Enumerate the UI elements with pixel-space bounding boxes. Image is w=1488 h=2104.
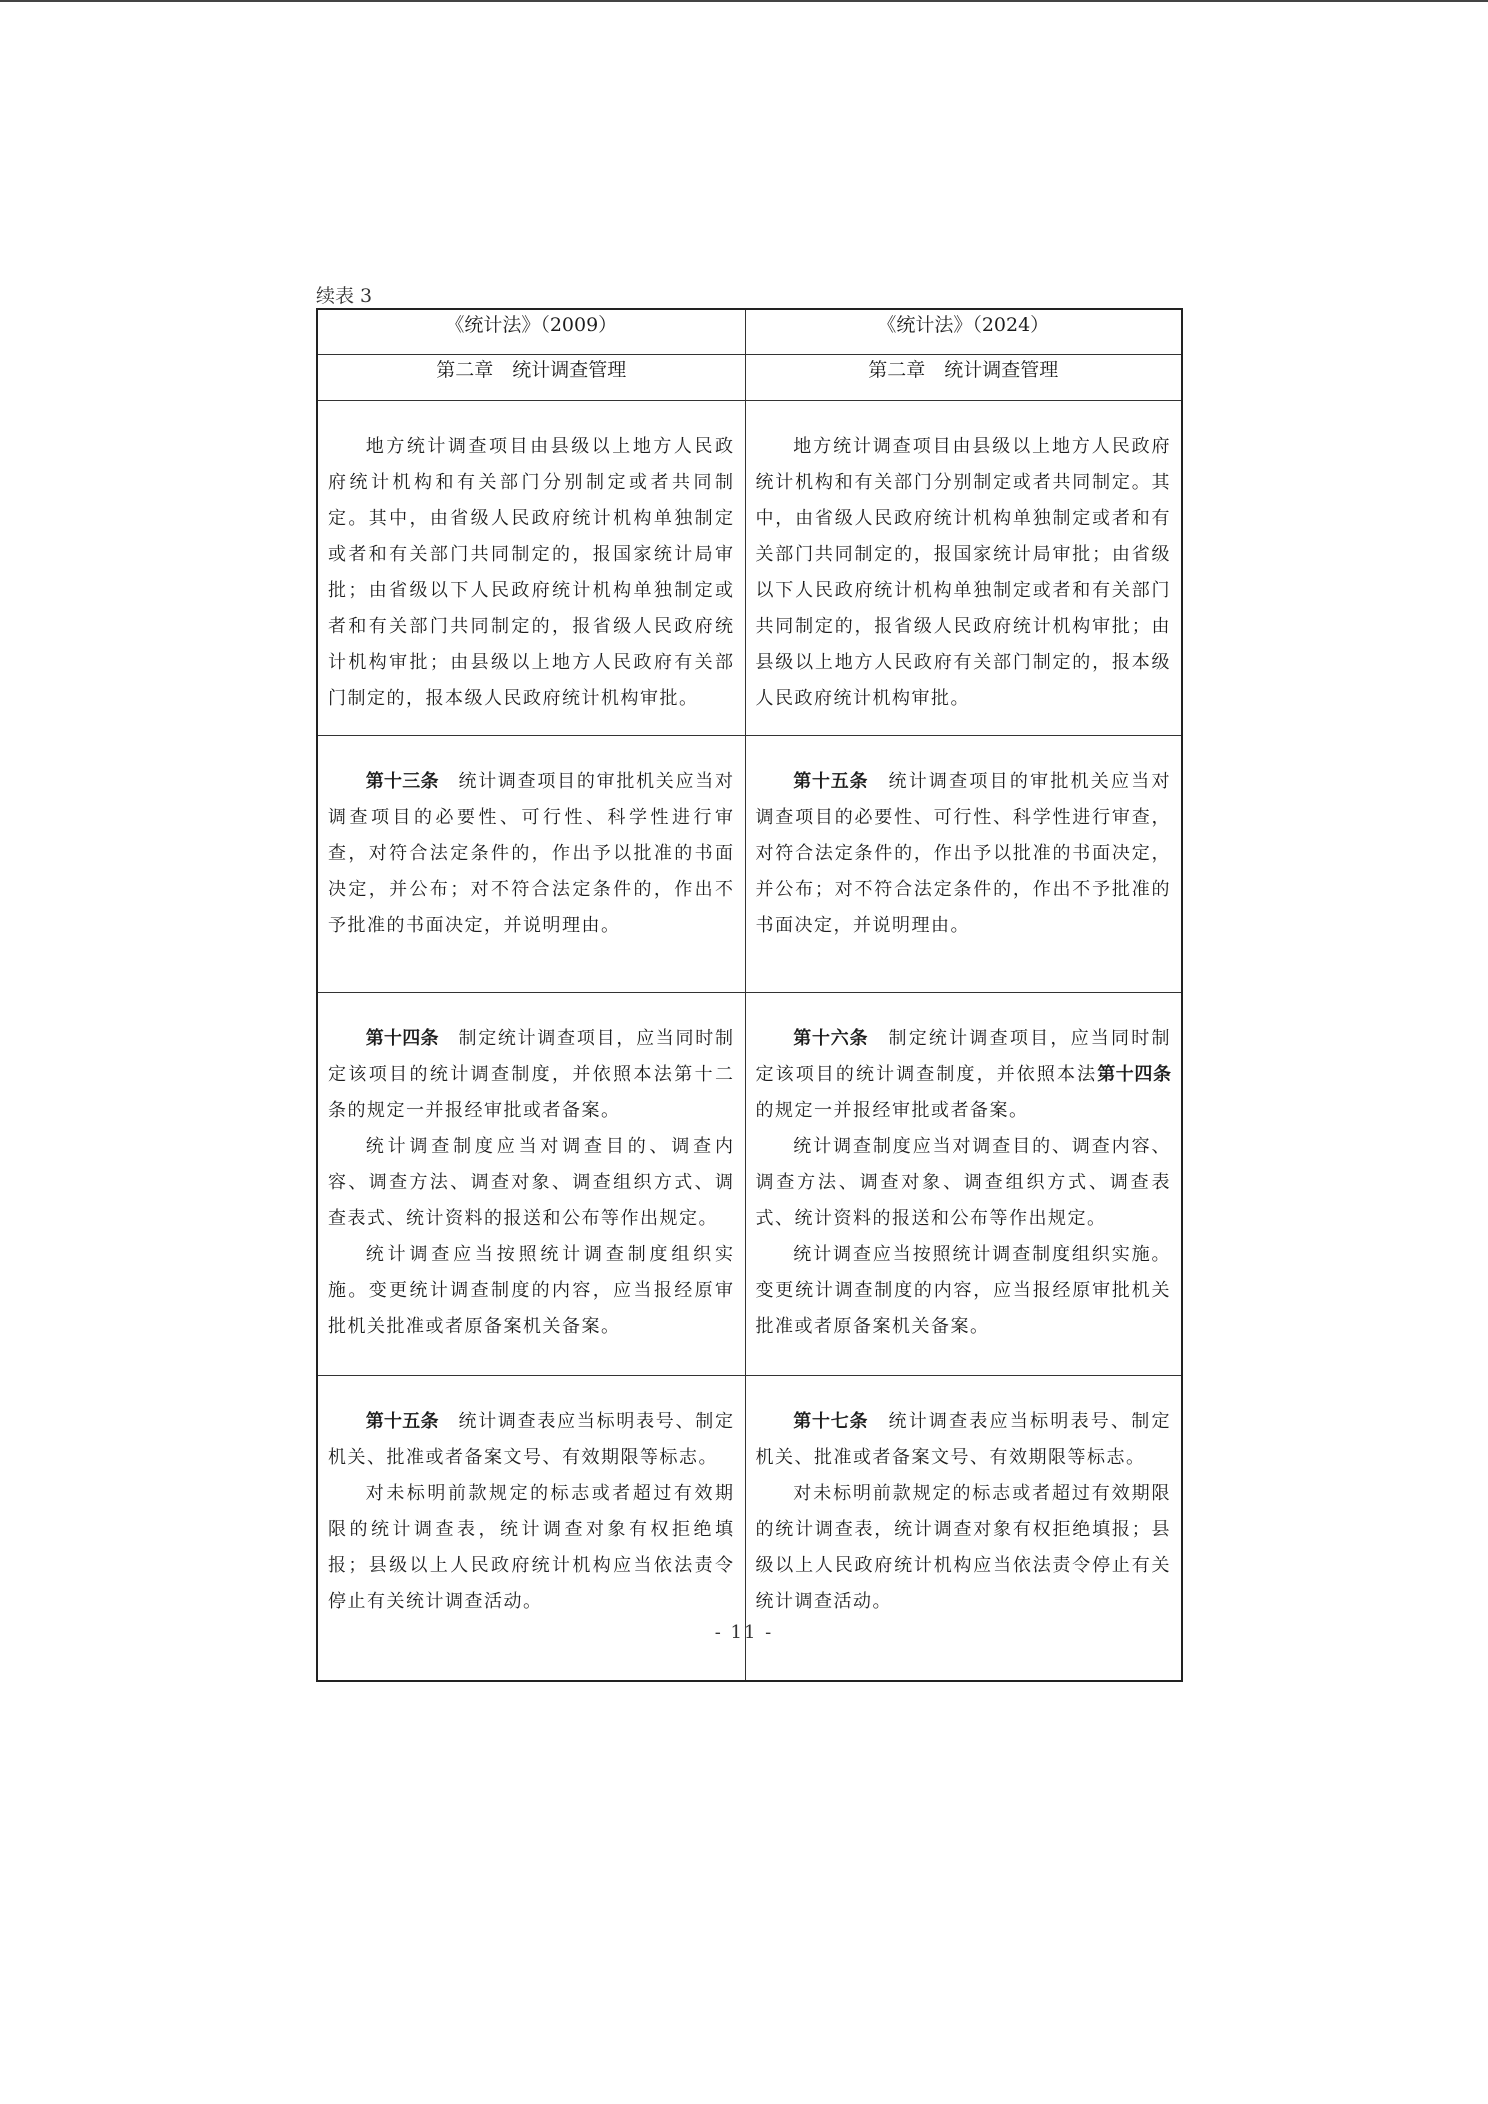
article-number: 第十七条 [793, 1411, 869, 1432]
cell-right-article-16 [745, 993, 1182, 1376]
table-row [317, 993, 1182, 1376]
table-caption: 续表 3 [316, 285, 373, 307]
table-row [317, 736, 1182, 993]
top-border-line [0, 0, 1488, 2]
paragraph: 统计调查制度应当对调查目的、调查内容、调查方法、调查对象、调查组织方式、调查表式、统计资料的报送和公布等作出规定。 [755, 1136, 1171, 1229]
header-right: 《统计法》（2024） [745, 309, 1182, 355]
paragraph: 对未标明前款规定的标志或者超过有效期限的统计调查表，统计调查对象有权拒绝填报；县级以上人民政府统计机构应当依法责令停止有关统计调查活动。 [328, 1483, 735, 1612]
paragraph: 统计调查应当按照统计调查制度组织实施。变更统计调查制度的内容，应当报经原审批机关批准或者原备案机关备案。 [755, 1244, 1171, 1337]
article-text: 的规定一并报经审批或者备案。 [755, 1100, 1029, 1121]
article-number: 第十三条 [365, 771, 439, 792]
cell-right-local-survey [745, 401, 1182, 736]
article-text: 统计调查项目的审批机关应当对调查项目的必要性、可行性、科学性进行审查，对符合法定条件的，作出予以批准的书面决定，并公布；对不符合法定条件的，作出不予批准的书面决定，并说明理由。 [328, 771, 735, 936]
comparison-table [316, 308, 1183, 1682]
paragraph [328, 1404, 735, 1476]
paragraph: 地方统计调查项目由县级以上地方人民政府统计机构和有关部门分别制定或者共同制定。其中，由省级人民政府统计机构单独制定或者和有关部门共同制定的，报国家统计局审批；由省级以下人民政府统计机构单独制定或者和有关部门共同制定的，报省级人民政府统计机构审批；由县级以上地方人民政府有关部门制定的，报本级人民政府统计机构审批。 [328, 436, 735, 709]
paragraph [756, 764, 1172, 944]
cell-left-local-survey [317, 401, 745, 736]
cell-left-article-13 [317, 736, 745, 993]
paragraph [756, 1404, 1172, 1476]
paragraph: 对未标明前款规定的标志或者超过有效期限的统计调查表，统计调查对象有权拒绝填报；县级以上人民政府统计机构应当依法责令停止有关统计调查活动。 [755, 1483, 1171, 1612]
cell-left-article-14 [317, 993, 745, 1376]
article-text: 制定统计调查项目，应当同时制定该项目的统计调查制度，并依照本法第十二条的规定一并报经审批或者备案。 [328, 1028, 735, 1121]
article-reference: 第十四条 [1097, 1064, 1172, 1085]
article-number: 第十四条 [365, 1028, 439, 1049]
header-left: 《统计法》（2009） [317, 309, 745, 355]
article-text: 制定统计调查项目，应当同时制定该项目的统计调查制度，并依照本法 [755, 1028, 1172, 1085]
article-text: 统计调查表应当标明表号、制定机关、批准或者备案文号、有效期限等标志。 [328, 1411, 735, 1468]
table-row [317, 401, 1182, 736]
table-header-row [317, 309, 1182, 355]
paragraph [328, 764, 735, 944]
page-number: - 11 - [714, 1622, 774, 1643]
paragraph [328, 1021, 735, 1129]
article-text: 统计调查项目的审批机关应当对调查项目的必要性、可行性、科学性进行审查，对符合法定条件的，作出予以批准的书面决定，并公布；对不符合法定条件的，作出不予批准的书面决定，并说明理由。 [755, 771, 1172, 936]
paragraph: 地方统计调查项目由县级以上地方人民政府统计机构和有关部门分别制定或者共同制定。其中，由省级人民政府统计机构单独制定或者和有关部门共同制定的，报国家统计局审批；由省级以下人民政府统计机构单独制定或者和有关部门共同制定的，报省级人民政府统计机构审批；由县级以上地方人民政府有关部门制定的，报本级人民政府统计机构审批。 [755, 436, 1171, 709]
cell-right-article-15 [745, 736, 1182, 993]
chapter-right: 第二章 统计调查管理 [745, 355, 1182, 401]
paragraph: 统计调查应当按照统计调查制度组织实施。变更统计调查制度的内容，应当报经原审批机关批准或者原备案机关备案。 [328, 1244, 735, 1337]
article-text: 统计调查表应当标明表号、制定机关、批准或者备案文号、有效期限等标志。 [755, 1411, 1172, 1468]
article-number: 第十五条 [793, 771, 869, 792]
article-number: 第十六条 [793, 1028, 869, 1049]
chapter-left: 第二章 统计调查管理 [317, 355, 745, 401]
chapter-row [317, 355, 1182, 401]
paragraph: 统计调查制度应当对调查目的、调查内容、调查方法、调查对象、调查组织方式、调查表式、统计资料的报送和公布等作出规定。 [328, 1136, 735, 1229]
article-number: 第十五条 [365, 1411, 439, 1432]
paragraph [756, 1021, 1172, 1129]
